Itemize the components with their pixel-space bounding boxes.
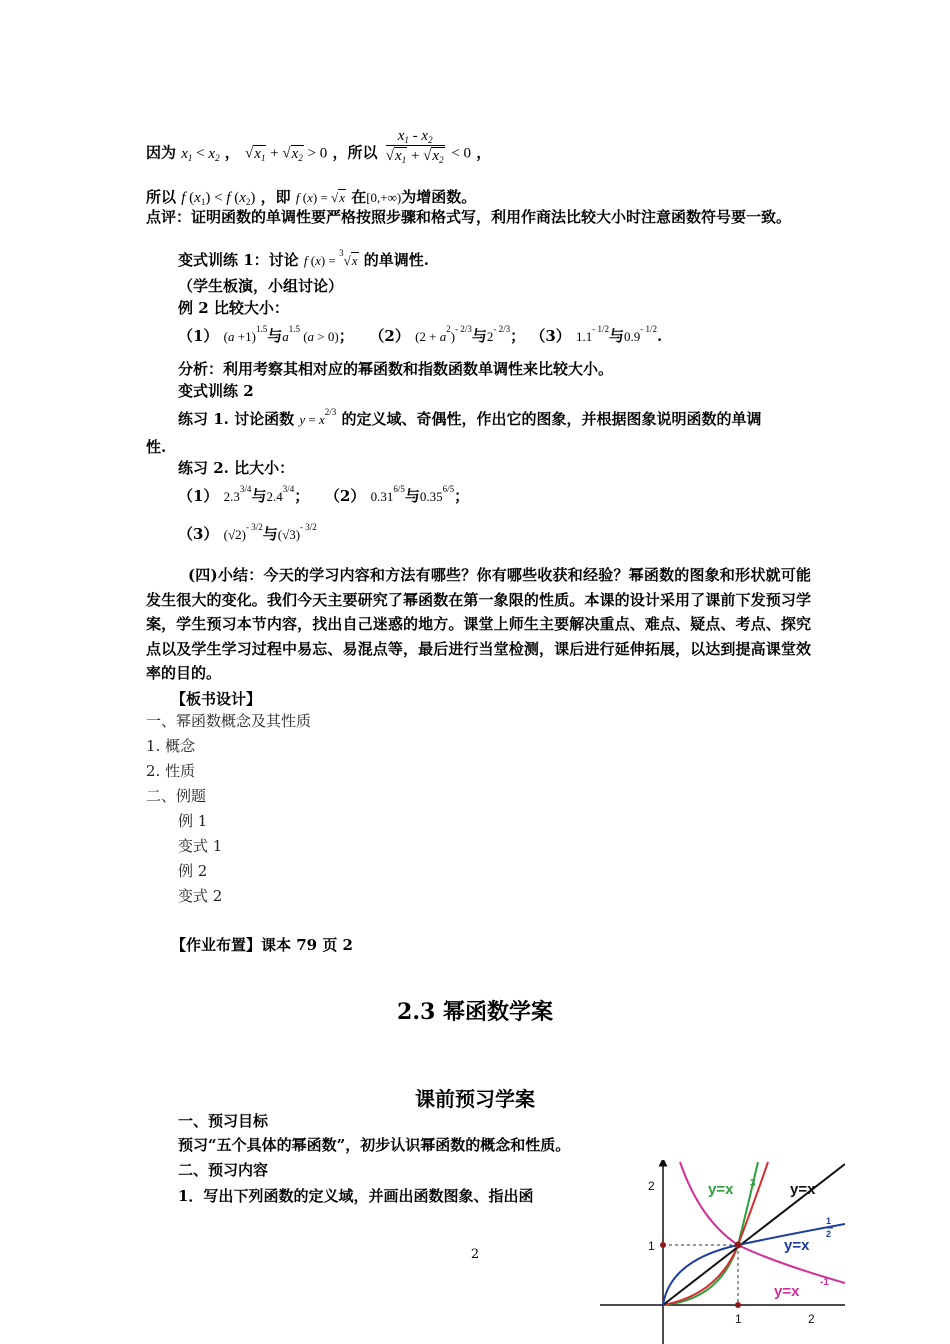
practice-1-tail: 性. (146, 438, 167, 456)
curve-label: y=x (774, 1283, 800, 1300)
text: （2） (324, 487, 366, 505)
analysis: 分析：利用考察其相对应的幂函数和指数函数单调性来比较大小。 (178, 360, 614, 378)
text: ， (476, 143, 492, 162)
text: 的定义域、奇偶性，作出它的图象，并根据图象说明函数的单调 (341, 410, 762, 428)
board-design-title: 【板书设计】 (171, 690, 262, 708)
axis-point (735, 1302, 741, 1308)
preview-title: 课前预习学案 (415, 1087, 535, 1111)
text: ，所以 (332, 143, 378, 162)
text: 因为 (146, 143, 177, 162)
preview-item-1: 1．写出下列函数的定义域，并画出函数图象、指出函 (178, 1187, 534, 1205)
variant-1: 变式训练 1：讨论 f (x) = $^3$√x 的单调性. (178, 248, 429, 269)
curve-label: y=x (790, 1181, 816, 1198)
example-2-items: （1） $(a +1)^{1.5}$与$a^{1.5}$ (a > 0)； （2） $(2 + a^2)^{- 2/3}$与$2^{- 2/3}$； （3） $1.1^{- 1/2}$与$0.9^{- 1/2}$. (178, 324, 663, 345)
example-2-title: 例 2 比较大小： (178, 299, 289, 317)
power-function-graph (590, 1160, 845, 1344)
curve-sqrt (663, 1224, 845, 1305)
board-note: （学生板演，小组讨论） (178, 277, 344, 295)
text: . (657, 327, 663, 345)
practice-2-row-2: （3） $(√2)^{- 3/2}$与$(√3)^{- 3/2}$ (178, 522, 317, 543)
board-item: 例 1 (178, 812, 208, 830)
intersection-point (735, 1242, 742, 1249)
board-item: 变式 1 (178, 837, 223, 855)
text: ； (510, 327, 526, 345)
board-item: 1. 概念 (146, 737, 196, 755)
practice-1: 练习 1. 讨论函数 $y = x^{2/3}$ 的定义域、奇偶性，作出它的图象，并根据图象说明函数的单调 (178, 407, 762, 428)
comment (146, 208, 811, 226)
text: 在 (351, 188, 367, 206)
curve-label: 2 (826, 1229, 832, 1239)
curve-label: 3 (750, 1178, 756, 1189)
homework: 【作业布置】课本 79 页 2 (171, 936, 353, 954)
text: 与 (251, 487, 267, 505)
text: 与 (404, 487, 420, 505)
text: 练习 1. 讨论函数 (178, 410, 295, 428)
curve-label: y=x (784, 1237, 810, 1254)
preview-goal-heading: 一、预习目标 (178, 1112, 269, 1130)
text: 为增函数。 (401, 188, 477, 206)
text: 与 (609, 327, 625, 345)
page-number: 2 (470, 1247, 480, 1262)
practice-2-row-1: （1） $2.3^{3/4}$与$2.4^{3/4}$； （2） $0.31^{6/5}$与$0.35^{6/5}$； (178, 484, 470, 505)
text: 变式训练 1：讨论 (178, 251, 299, 269)
summary-paragraph: (四)小结：今天的学习内容和方法有哪些？你有哪些收获和经验？幂函数的图象和形状就可能发生很大的变化。我们今天主要研究了幂函数在第一象限的性质。本课的设计采用了课前下发预习学案，学生预习本节内容，找出自己迷惑的地方。课堂上师生主要解决重点、难点、疑点、考点、探究点以及学生学习过程中易忘、易混点等，最后进行当堂检测，课后进行延伸拓展，以达到提高课堂效率的目的。 (146, 566, 811, 682)
text: ； (338, 327, 354, 345)
preview-goal-text: 预习“五个具体的幂函数”，初步认识幂函数的概念和性质。 (178, 1136, 571, 1154)
text: ； (294, 487, 310, 505)
board-item: 一、幂函数概念及其性质 (146, 712, 312, 730)
text: （1） (178, 487, 219, 505)
text: （2） (369, 327, 410, 345)
text: 所以 (146, 188, 177, 206)
text: （3） (530, 327, 571, 345)
text: （1） (178, 327, 219, 345)
proof-line-1: 因为 $x_1 < x_2$ ， $√x_1 + √x_2 > 0$ ，所以 $\frac{x_1 - x_2}{√x_1 + √x_2}$ < 0 ， (146, 128, 492, 165)
text: 的单调性. (363, 251, 429, 269)
tick-label: 1 (648, 1239, 655, 1253)
text: 与 (471, 327, 487, 345)
practice-2-title: 练习 2. 比大小： (178, 459, 295, 477)
preview-content-heading: 二、预习内容 (178, 1161, 269, 1179)
curve-label: 1 (826, 1216, 832, 1226)
section-title: 2.3 幂函数学案 (397, 999, 553, 1025)
tick-label: 2 (648, 1179, 655, 1193)
board-item: 二、例题 (146, 787, 207, 805)
curve-label: -1 (820, 1277, 829, 1288)
board-item: 变式 2 (178, 887, 223, 905)
comment-text: 证明函数的单调性要严格按照步骤和格式写，利用作商法比较大小时注意函数符号要一致。 (191, 208, 792, 226)
text: ； (454, 487, 470, 505)
curve-label: y=x (708, 1181, 734, 1198)
variant-2: 变式训练 2 (178, 382, 254, 400)
text: 与 (262, 525, 278, 543)
text: （3） (178, 525, 219, 543)
text: ，即 (260, 188, 291, 206)
tick-label: 1 (735, 1312, 742, 1326)
tick-label: 2 (808, 1312, 815, 1326)
text: ， (224, 143, 240, 162)
comment-label: 点评： (146, 208, 192, 226)
axis-point (660, 1242, 666, 1248)
board-item: 例 2 (178, 862, 208, 880)
board-item: 2. 性质 (146, 762, 196, 780)
proof-line-2: 所以 f $(x_1) < f$ $(x_2)$ ，即 f (x) = √x 在[0,+∞)为增函数。 (146, 188, 477, 207)
text: 与 (267, 327, 283, 345)
